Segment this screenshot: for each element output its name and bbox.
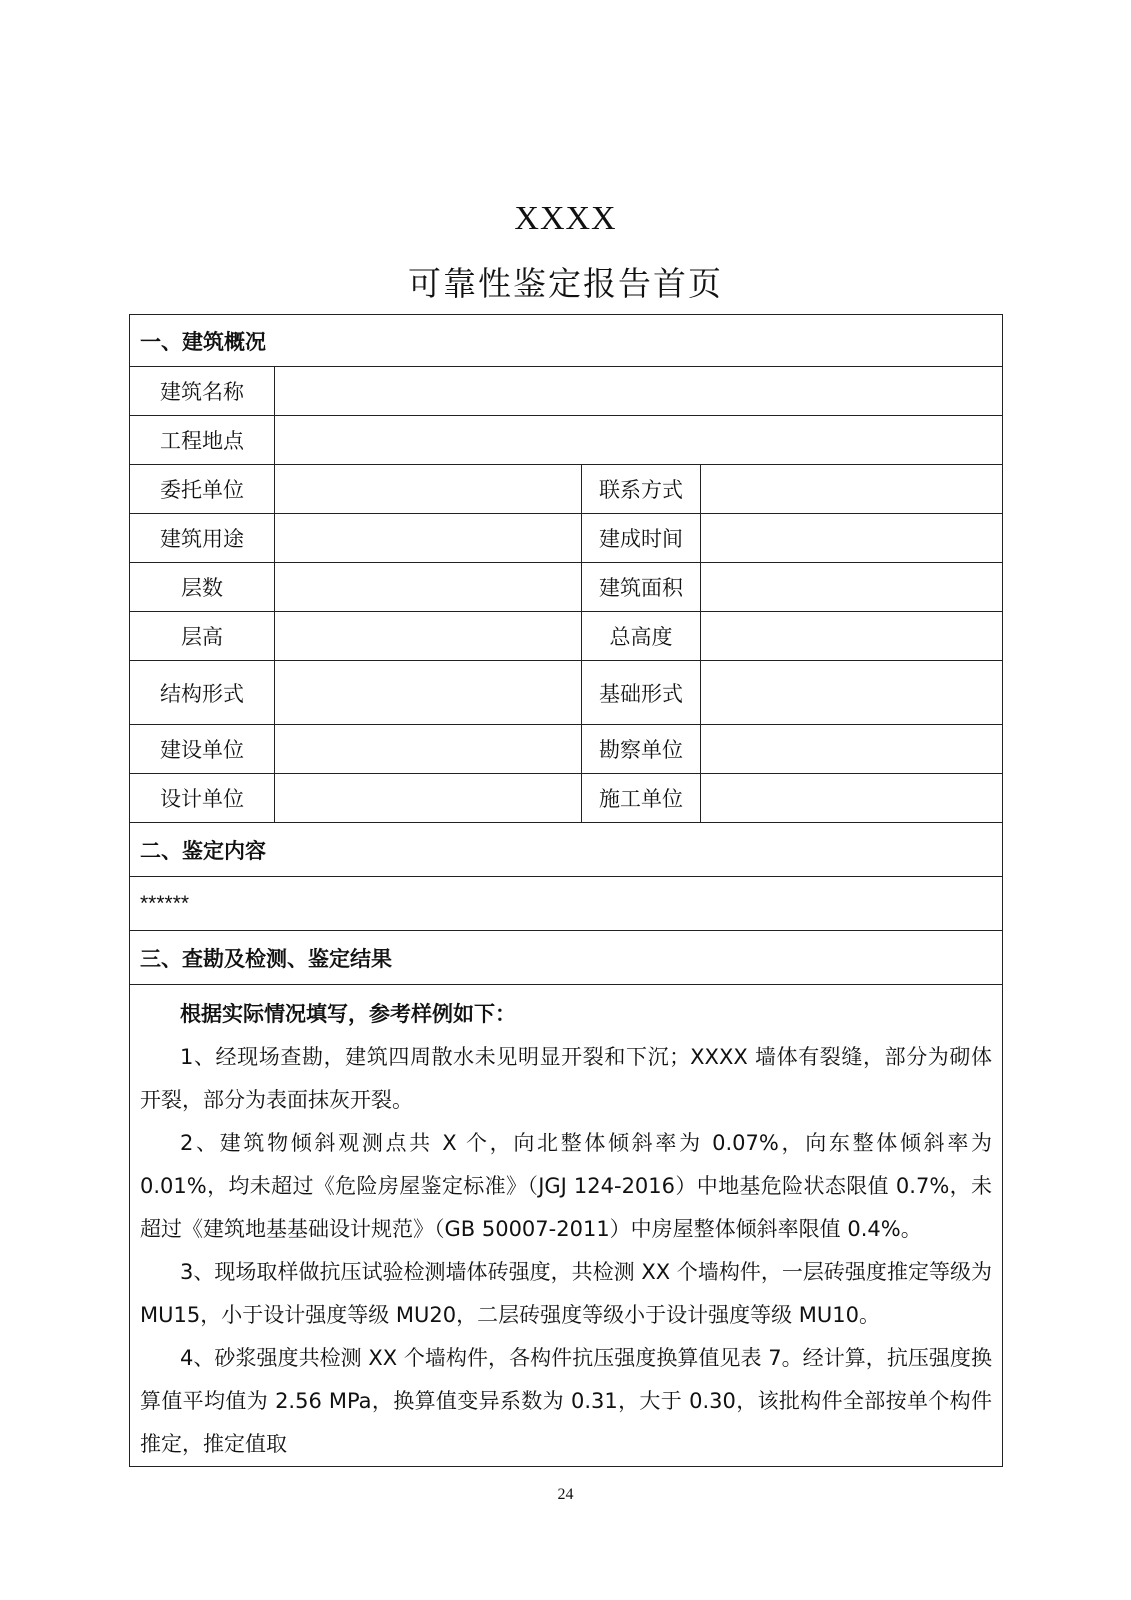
- label-floors: 层数: [130, 563, 275, 612]
- results-paragraph: 2、建筑物倾斜观测点共 X 个，向北整体倾斜率为 0.07%，向东整体倾斜率为 0.01%，均未超过《危险房屋鉴定标准》（JGJ 124-2016）中地基危险状态限值 0.7%，未超过《建筑地基基础设计规范》（GB 50007-2011）中房屋整体倾斜率限值 0.4%。: [140, 1131, 992, 1241]
- results-lead: 根据实际情况填写，参考样例如下：: [180, 1002, 516, 1026]
- results-paragraph: 4、砂浆强度共检测 XX 个墙构件，各构件抗压强度换算值见表 7。经计算，抗压强度换算值平均值为 2.56 MPa，换算值变异系数为 0.31，大于 0.30，该批构件全部按单个构件推定，推定值取: [140, 1346, 992, 1456]
- value-client[interactable]: [275, 465, 582, 514]
- label-design-unit: 设计单位: [130, 774, 275, 823]
- value-project-location[interactable]: [275, 416, 1003, 465]
- label-building-name: 建筑名称: [130, 367, 275, 416]
- value-builder-unit[interactable]: [701, 774, 1003, 823]
- value-contact[interactable]: [701, 465, 1003, 514]
- label-usage: 建筑用途: [130, 514, 275, 563]
- label-contact: 联系方式: [582, 465, 701, 514]
- label-builder-unit: 施工单位: [582, 774, 701, 823]
- value-design-unit[interactable]: [275, 774, 582, 823]
- results-body: [130, 985, 1003, 1467]
- page-title: 可靠性鉴定报告首页: [408, 264, 723, 303]
- value-total-height[interactable]: [701, 612, 1003, 661]
- value-usage[interactable]: [275, 514, 582, 563]
- document-code: XXXX: [514, 200, 617, 237]
- content-placeholder: ******: [130, 877, 1003, 931]
- value-building-name[interactable]: [275, 367, 1003, 416]
- section-heading-content: 二、鉴定内容: [130, 823, 1003, 877]
- label-floor-height: 层高: [130, 612, 275, 661]
- page-number: 24: [557, 1486, 574, 1503]
- label-building-area: 建筑面积: [582, 563, 701, 612]
- results-paragraph: 3、现场取样做抗压试验检测墙体砖强度，共检测 XX 个墙构件，一层砖强度推定等级为 MU15，小于设计强度等级 MU20，二层砖强度等级小于设计强度等级 MU10。: [140, 1260, 992, 1327]
- label-completion-time: 建成时间: [582, 514, 701, 563]
- label-survey-unit: 勘察单位: [582, 725, 701, 774]
- value-building-area[interactable]: [701, 563, 1003, 612]
- value-structure-form[interactable]: [275, 661, 582, 725]
- label-client: 委托单位: [130, 465, 275, 514]
- section-heading-overview: 一、建筑概况: [130, 315, 1003, 367]
- value-floor-height[interactable]: [275, 612, 582, 661]
- label-structure-form: 结构形式: [130, 661, 275, 725]
- label-project-location: 工程地点: [130, 416, 275, 465]
- value-survey-unit[interactable]: [701, 725, 1003, 774]
- label-construction-unit: 建设单位: [130, 725, 275, 774]
- label-total-height: 总高度: [582, 612, 701, 661]
- results-paragraph: 1、经现场查勘，建筑四周散水未见明显开裂和下沉；XXXX 墙体有裂缝，部分为砌体开裂，部分为表面抹灰开裂。: [140, 1045, 992, 1112]
- report-table: [129, 314, 1003, 1467]
- label-foundation-form: 基础形式: [582, 661, 701, 725]
- value-completion-time[interactable]: [701, 514, 1003, 563]
- value-foundation-form[interactable]: [701, 661, 1003, 725]
- value-construction-unit[interactable]: [275, 725, 582, 774]
- section-heading-results: 三、查勘及检测、鉴定结果: [130, 931, 1003, 985]
- value-floors[interactable]: [275, 563, 582, 612]
